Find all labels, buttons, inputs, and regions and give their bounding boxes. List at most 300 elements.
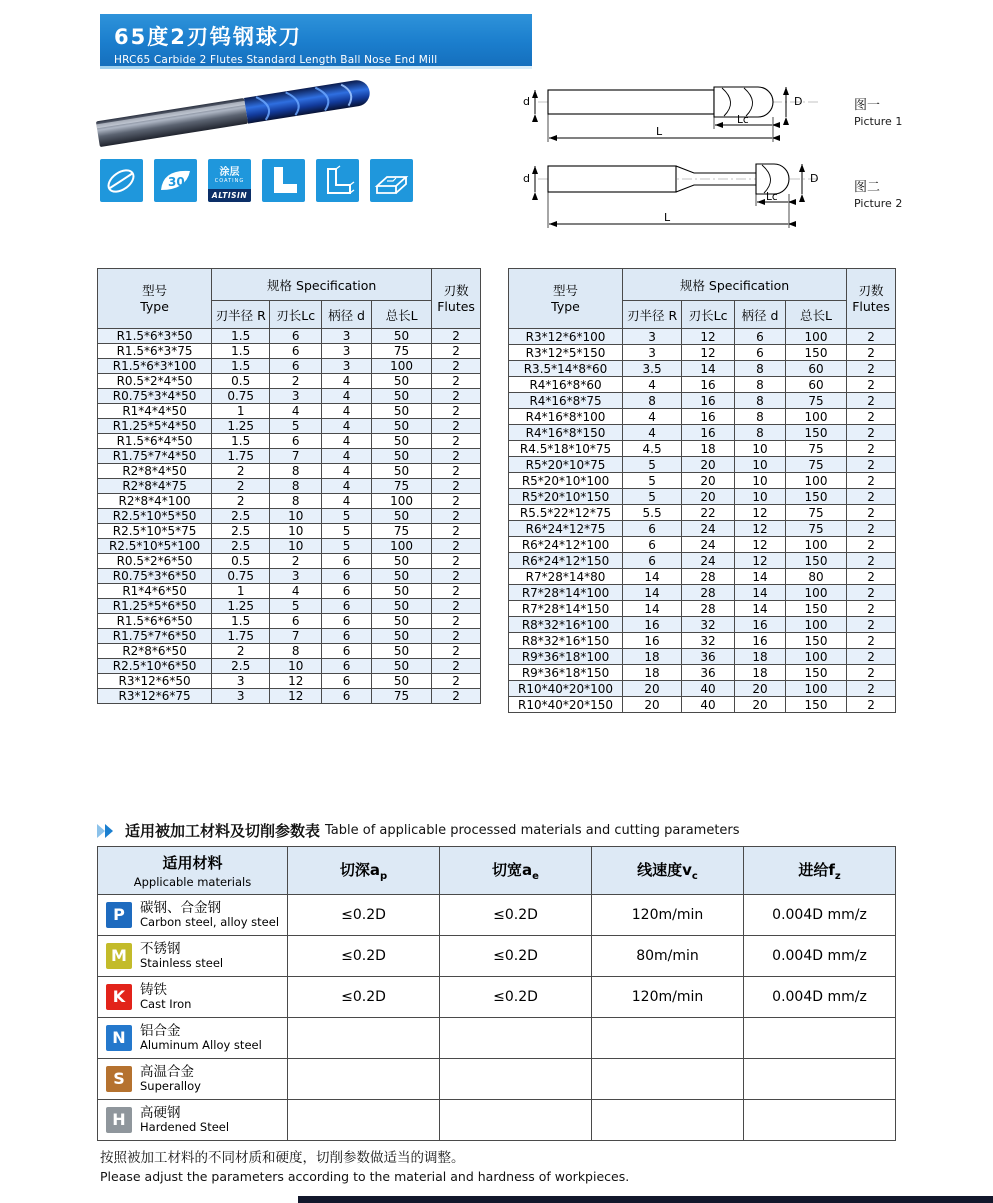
param-value-cell: 120m/min: [592, 977, 744, 1018]
model-cell: R2.5*10*5*75: [98, 524, 212, 539]
dim-D-label: D: [794, 95, 803, 108]
spec-value-cell: 50: [371, 434, 431, 449]
spec-value-cell: 4: [322, 374, 372, 389]
spec-value-cell: 50: [371, 374, 431, 389]
spec-value-cell: 2: [432, 464, 481, 479]
spec-value-cell: 18: [623, 665, 682, 681]
param-value-cell: 80m/min: [592, 936, 744, 977]
spec-value-cell: 50: [371, 464, 431, 479]
param-value-cell: 0.004D mm/z: [744, 977, 896, 1018]
spec-value-cell: 150: [785, 553, 846, 569]
spec-value-cell: 2: [432, 449, 481, 464]
spec-value-cell: 10: [735, 457, 786, 473]
param-value-cell: ≤0.2D: [440, 895, 592, 936]
spec-row: [509, 473, 896, 489]
model-cell: R2*8*6*50: [98, 644, 212, 659]
spec-value-cell: 12: [682, 329, 735, 345]
model-cell: R4*16*8*100: [509, 409, 623, 425]
spec-value-cell: 50: [371, 509, 431, 524]
spec-value-cell: 24: [682, 521, 735, 537]
spec-value-cell: 50: [371, 389, 431, 404]
model-cell: R0.5*2*4*50: [98, 374, 212, 389]
model-cell: R9*36*18*150: [509, 665, 623, 681]
spec-value-cell: 50: [371, 584, 431, 599]
spec-value-cell: 32: [682, 633, 735, 649]
spec-value-cell: 2: [847, 329, 896, 345]
material-row: [98, 1100, 896, 1141]
spec-value-cell: 8: [735, 393, 786, 409]
model-cell: R3*12*6*100: [509, 329, 623, 345]
spec-value-cell: 100: [785, 329, 846, 345]
bottom-decoration-bar: [298, 1196, 993, 1203]
model-cell: R6*24*12*100: [509, 537, 623, 553]
spec-value-cell: 6: [322, 689, 372, 704]
spec-value-cell: 8: [270, 479, 322, 494]
material-code-badge: H: [106, 1107, 132, 1133]
spec-value-cell: 4: [322, 479, 372, 494]
page-title: 65度2刃钨钢球刀: [114, 25, 302, 49]
model-cell: R4.5*18*10*75: [509, 441, 623, 457]
spec-value-cell: 2: [847, 569, 896, 585]
model-cell: R4*16*8*60: [509, 377, 623, 393]
model-cell: R0.75*3*6*50: [98, 569, 212, 584]
spec-value-cell: 16: [682, 409, 735, 425]
param-value-cell: [288, 1059, 440, 1100]
spec-value-cell: 3: [322, 329, 372, 344]
spec-value-cell: 2: [847, 457, 896, 473]
spec-value-cell: 50: [371, 554, 431, 569]
spec-value-cell: 2: [432, 629, 481, 644]
spec-table-right-body: [509, 329, 896, 713]
spec-table-left-body: [98, 329, 481, 704]
product-photo: [86, 64, 416, 156]
param-value-cell: 0.004D mm/z: [744, 895, 896, 936]
spec-value-cell: 6: [270, 614, 322, 629]
material-name: 铸铁 Cast Iron: [140, 982, 192, 1012]
material-cell: [98, 895, 288, 936]
spec-value-cell: 5: [623, 457, 682, 473]
spec-value-cell: 14: [735, 585, 786, 601]
param-value-cell: [440, 1018, 592, 1059]
spec-value-cell: 0.5: [212, 374, 270, 389]
spec-value-cell: 4.5: [623, 441, 682, 457]
two-flute-icon: [100, 159, 143, 202]
spec-value-cell: 1: [212, 404, 270, 419]
spec-value-cell: 2: [432, 569, 481, 584]
spec-value-cell: 10: [270, 509, 322, 524]
spec-value-cell: 4: [322, 389, 372, 404]
model-cell: R2.5*10*5*100: [98, 539, 212, 554]
spec-value-cell: 150: [785, 665, 846, 681]
page-subtitle: HRC65 Carbide 2 Flutes Standard Length Ball Nose End Mill: [114, 54, 438, 66]
params-title-zh: 适用被加工材料及切削参数表: [125, 822, 321, 840]
spec-value-cell: 2: [212, 479, 270, 494]
param-value-cell: ≤0.2D: [288, 895, 440, 936]
model-cell: R2*8*4*50: [98, 464, 212, 479]
model-cell: R9*36*18*100: [509, 649, 623, 665]
spec-value-cell: 3: [322, 344, 372, 359]
spec-value-cell: 3.5: [623, 361, 682, 377]
dimension-drawing-1: [518, 74, 848, 148]
spec-value-cell: 10: [270, 539, 322, 554]
spec-row: [509, 617, 896, 633]
spec-value-cell: 80: [785, 569, 846, 585]
spec-row: [509, 681, 896, 697]
spec-row: [509, 409, 896, 425]
spec-value-cell: 150: [785, 489, 846, 505]
spec-value-cell: 6: [623, 521, 682, 537]
coating-brand: ALTISIN: [208, 189, 251, 202]
helix-angle-30-icon: [154, 159, 197, 202]
spec-row: [509, 329, 896, 345]
spec-value-cell: 6: [322, 554, 372, 569]
spec-value-cell: 6: [270, 359, 322, 374]
spec-row: [509, 537, 896, 553]
spec-value-cell: 20: [623, 681, 682, 697]
picture-2-label-en: Picture 2: [854, 197, 903, 210]
spec-value-cell: 4: [322, 419, 372, 434]
spec-value-cell: 20: [623, 697, 682, 713]
spec-value-cell: 2: [432, 329, 481, 344]
spec-table-left: [97, 268, 481, 704]
spec-value-cell: 60: [785, 377, 846, 393]
spec-value-cell: 10: [735, 473, 786, 489]
col-header-radius: 刃半径 R: [623, 301, 682, 329]
spec-row: [509, 505, 896, 521]
double-arrow-icon: [97, 824, 119, 838]
material-cell: [98, 1018, 288, 1059]
dim-L-label-2: L: [664, 211, 671, 224]
spec-value-cell: 24: [682, 553, 735, 569]
param-value-cell: ≤0.2D: [288, 977, 440, 1018]
spec-value-cell: 100: [785, 473, 846, 489]
material-row: [98, 1018, 896, 1059]
spec-value-cell: 50: [371, 404, 431, 419]
spec-value-cell: 2: [432, 494, 481, 509]
spec-value-cell: 8: [735, 409, 786, 425]
spec-table-right: [508, 268, 896, 713]
spec-value-cell: 4: [623, 409, 682, 425]
spec-value-cell: 2: [432, 674, 481, 689]
spec-row: [98, 644, 481, 659]
model-cell: R1.5*6*3*100: [98, 359, 212, 374]
spec-value-cell: 6: [623, 553, 682, 569]
product-title-banner: [100, 14, 532, 66]
spec-value-cell: 2: [847, 553, 896, 569]
param-value-cell: [288, 1100, 440, 1141]
spec-value-cell: 2: [847, 601, 896, 617]
spec-value-cell: 20: [682, 489, 735, 505]
spec-value-cell: 2: [432, 419, 481, 434]
spec-row: [509, 425, 896, 441]
model-cell: R2*8*4*100: [98, 494, 212, 509]
spec-value-cell: 2.5: [212, 659, 270, 674]
spec-value-cell: 2: [212, 464, 270, 479]
spec-value-cell: 5: [322, 509, 372, 524]
spec-value-cell: 2: [847, 585, 896, 601]
spec-value-cell: 2: [847, 537, 896, 553]
spec-value-cell: 50: [371, 449, 431, 464]
spec-row: [98, 539, 481, 554]
spec-value-cell: 16: [623, 633, 682, 649]
spec-value-cell: 6: [270, 329, 322, 344]
spec-value-cell: 5: [623, 473, 682, 489]
spec-row: [98, 569, 481, 584]
drawing-picture-1: [518, 74, 902, 148]
model-cell: R1*4*6*50: [98, 584, 212, 599]
model-cell: R0.5*2*6*50: [98, 554, 212, 569]
ball-nose-end-mill-image: [86, 64, 416, 156]
param-value-cell: [288, 1018, 440, 1059]
param-value-cell: [744, 1018, 896, 1059]
col-header-shank: 柄径 d: [735, 301, 786, 329]
model-cell: R6*24*12*150: [509, 553, 623, 569]
spec-value-cell: 18: [623, 649, 682, 665]
spec-value-cell: 2: [847, 505, 896, 521]
material-cell: [98, 977, 288, 1018]
spec-value-cell: 6: [322, 584, 372, 599]
spec-value-cell: 150: [785, 697, 846, 713]
spec-row: [98, 434, 481, 449]
spec-value-cell: 2: [432, 644, 481, 659]
spec-value-cell: 36: [682, 649, 735, 665]
model-cell: R3.5*14*8*60: [509, 361, 623, 377]
model-cell: R3*12*6*75: [98, 689, 212, 704]
footer-note: [100, 1146, 629, 1184]
model-cell: R4*16*8*75: [509, 393, 623, 409]
spec-value-cell: 6: [322, 629, 372, 644]
spec-value-cell: 2: [847, 377, 896, 393]
spec-row: [98, 419, 481, 434]
material-name: 高硬钢 Hardened Steel: [140, 1105, 230, 1135]
col-header-flutes: 刃数 Flutes: [847, 269, 896, 329]
param-value-cell: [440, 1059, 592, 1100]
spec-value-cell: 14: [735, 569, 786, 585]
spec-value-cell: 100: [785, 649, 846, 665]
model-cell: R1*4*4*50: [98, 404, 212, 419]
spec-value-cell: 100: [371, 494, 431, 509]
spec-value-cell: 0.75: [212, 389, 270, 404]
spec-row: [98, 614, 481, 629]
feature-icons-row: [100, 159, 413, 202]
spec-row: [98, 449, 481, 464]
spec-value-cell: 2: [847, 649, 896, 665]
spec-value-cell: 18: [735, 649, 786, 665]
spec-value-cell: 2: [847, 345, 896, 361]
spec-value-cell: 5: [270, 419, 322, 434]
material-code-badge: N: [106, 1025, 132, 1051]
spec-value-cell: 20: [735, 697, 786, 713]
spec-value-cell: 5: [322, 539, 372, 554]
coating-label-zh: 涂层: [219, 167, 240, 178]
spec-value-cell: 36: [682, 665, 735, 681]
model-cell: R5*20*10*150: [509, 489, 623, 505]
spec-row: [509, 697, 896, 713]
spec-value-cell: 1.5: [212, 359, 270, 374]
spec-value-cell: 4: [322, 404, 372, 419]
spec-value-cell: 1.5: [212, 614, 270, 629]
spec-value-cell: 24: [682, 537, 735, 553]
material-name: 高温合金 Superalloy: [140, 1064, 201, 1094]
material-code-badge: S: [106, 1066, 132, 1092]
spec-value-cell: 75: [785, 457, 846, 473]
spec-value-cell: 6: [322, 659, 372, 674]
spec-row: [98, 629, 481, 644]
spec-value-cell: 75: [371, 344, 431, 359]
spec-value-cell: 2: [432, 389, 481, 404]
spec-value-cell: 2: [432, 554, 481, 569]
spec-value-cell: 100: [785, 585, 846, 601]
spec-value-cell: 20: [682, 457, 735, 473]
spec-row: [509, 457, 896, 473]
spec-value-cell: 1: [212, 584, 270, 599]
spec-value-cell: 2: [432, 434, 481, 449]
corner-block-outline-icon: [316, 159, 359, 202]
col-header-flutes: 刃数 Flutes: [432, 269, 481, 329]
param-value-cell: 0.004D mm/z: [744, 936, 896, 977]
spec-value-cell: 2: [847, 665, 896, 681]
model-cell: R2*8*4*75: [98, 479, 212, 494]
spec-value-cell: 6: [735, 345, 786, 361]
model-cell: R3*12*5*150: [509, 345, 623, 361]
spec-value-cell: 2: [432, 689, 481, 704]
spec-value-cell: 6: [322, 569, 372, 584]
spec-value-cell: 40: [682, 681, 735, 697]
spec-value-cell: 1.5: [212, 344, 270, 359]
coating-label-en: COATING: [214, 178, 245, 184]
spec-value-cell: 50: [371, 329, 431, 344]
model-cell: R10*40*20*150: [509, 697, 623, 713]
spec-value-cell: 3: [270, 569, 322, 584]
spec-value-cell: 2: [270, 554, 322, 569]
spec-value-cell: 16: [623, 617, 682, 633]
model-cell: R1.5*6*4*50: [98, 434, 212, 449]
spec-value-cell: 5: [322, 524, 372, 539]
spec-value-cell: 100: [371, 539, 431, 554]
coating-icon: [208, 159, 251, 202]
spec-row: [98, 344, 481, 359]
param-value-cell: [440, 1100, 592, 1141]
spec-value-cell: 2: [432, 509, 481, 524]
spec-row: [509, 649, 896, 665]
model-cell: R1.5*6*6*50: [98, 614, 212, 629]
spec-row: [509, 489, 896, 505]
spec-value-cell: 14: [623, 569, 682, 585]
spec-value-cell: 6: [623, 537, 682, 553]
spec-value-cell: 2: [432, 599, 481, 614]
spec-value-cell: 12: [735, 537, 786, 553]
model-cell: R7*28*14*100: [509, 585, 623, 601]
spec-value-cell: 2: [847, 425, 896, 441]
material-row: [98, 1059, 896, 1100]
spec-value-cell: 2: [432, 539, 481, 554]
spec-value-cell: 5: [623, 489, 682, 505]
spec-value-cell: 50: [371, 674, 431, 689]
material-name: 碳钢、合金钢 Carbon steel, alloy steel: [140, 900, 280, 930]
spec-value-cell: 28: [682, 601, 735, 617]
spec-value-cell: 6: [322, 599, 372, 614]
spec-value-cell: 3: [623, 329, 682, 345]
picture-1-label: [854, 94, 902, 128]
model-cell: R6*24*12*75: [509, 521, 623, 537]
dim-Lc-label: Lc: [737, 114, 749, 126]
spec-value-cell: 2: [432, 374, 481, 389]
spec-value-cell: 2: [432, 359, 481, 374]
col-header-radius: 刃半径 R: [212, 301, 270, 329]
spec-value-cell: 1.75: [212, 629, 270, 644]
spec-value-cell: 75: [371, 524, 431, 539]
picture-2-label: [854, 176, 902, 210]
spec-row: [98, 359, 481, 374]
dim-d-label-2: d: [523, 172, 530, 185]
spec-value-cell: 8: [735, 361, 786, 377]
spec-value-cell: 6: [322, 644, 372, 659]
spec-value-cell: 10: [735, 441, 786, 457]
spec-row: [509, 521, 896, 537]
model-cell: R4*16*8*150: [509, 425, 623, 441]
spec-value-cell: 100: [371, 359, 431, 374]
spec-row: [509, 585, 896, 601]
spec-value-cell: 2: [432, 584, 481, 599]
col-header-overall: 总长L: [785, 301, 846, 329]
spec-value-cell: 100: [785, 617, 846, 633]
spec-value-cell: 8: [623, 393, 682, 409]
model-cell: R1.25*5*4*50: [98, 419, 212, 434]
material-cell: [98, 1100, 288, 1141]
spec-value-cell: 4: [623, 425, 682, 441]
model-cell: R8*32*16*150: [509, 633, 623, 649]
width-of-cut-header: 切宽$a_e$: [440, 847, 592, 895]
model-cell: R1.5*6*3*50: [98, 329, 212, 344]
model-cell: R1.75*7*6*50: [98, 629, 212, 644]
spec-row: [98, 674, 481, 689]
spec-value-cell: 16: [735, 633, 786, 649]
params-table: [97, 846, 896, 1141]
spec-value-cell: 50: [371, 569, 431, 584]
spec-value-cell: 16: [682, 393, 735, 409]
param-value-cell: ≤0.2D: [288, 936, 440, 977]
spec-value-cell: 4: [322, 494, 372, 509]
spec-value-cell: 7: [270, 629, 322, 644]
model-cell: R8*32*16*100: [509, 617, 623, 633]
spec-row: [98, 509, 481, 524]
spec-value-cell: 5: [270, 599, 322, 614]
spec-value-cell: 50: [371, 644, 431, 659]
spec-value-cell: 1.5: [212, 434, 270, 449]
spec-row: [98, 329, 481, 344]
spec-value-cell: 6: [270, 344, 322, 359]
spec-value-cell: 2: [847, 521, 896, 537]
params-table-body: [98, 895, 896, 1141]
spec-value-cell: 20: [682, 473, 735, 489]
spec-value-cell: 150: [785, 425, 846, 441]
spec-value-cell: 1.75: [212, 449, 270, 464]
param-value-cell: [592, 1018, 744, 1059]
param-value-cell: 120m/min: [592, 895, 744, 936]
model-cell: R2.5*10*5*50: [98, 509, 212, 524]
spec-row: [509, 569, 896, 585]
spec-value-cell: 3: [212, 674, 270, 689]
col-header-model: 型号 Type: [98, 269, 212, 329]
spec-value-cell: 12: [270, 674, 322, 689]
spec-value-cell: 6: [270, 434, 322, 449]
spec-value-cell: 75: [371, 479, 431, 494]
spec-value-cell: 16: [735, 617, 786, 633]
spec-value-cell: 2: [432, 614, 481, 629]
corner-block-solid-icon: [262, 159, 305, 202]
spec-value-cell: 150: [785, 345, 846, 361]
param-value-cell: ≤0.2D: [440, 977, 592, 1018]
